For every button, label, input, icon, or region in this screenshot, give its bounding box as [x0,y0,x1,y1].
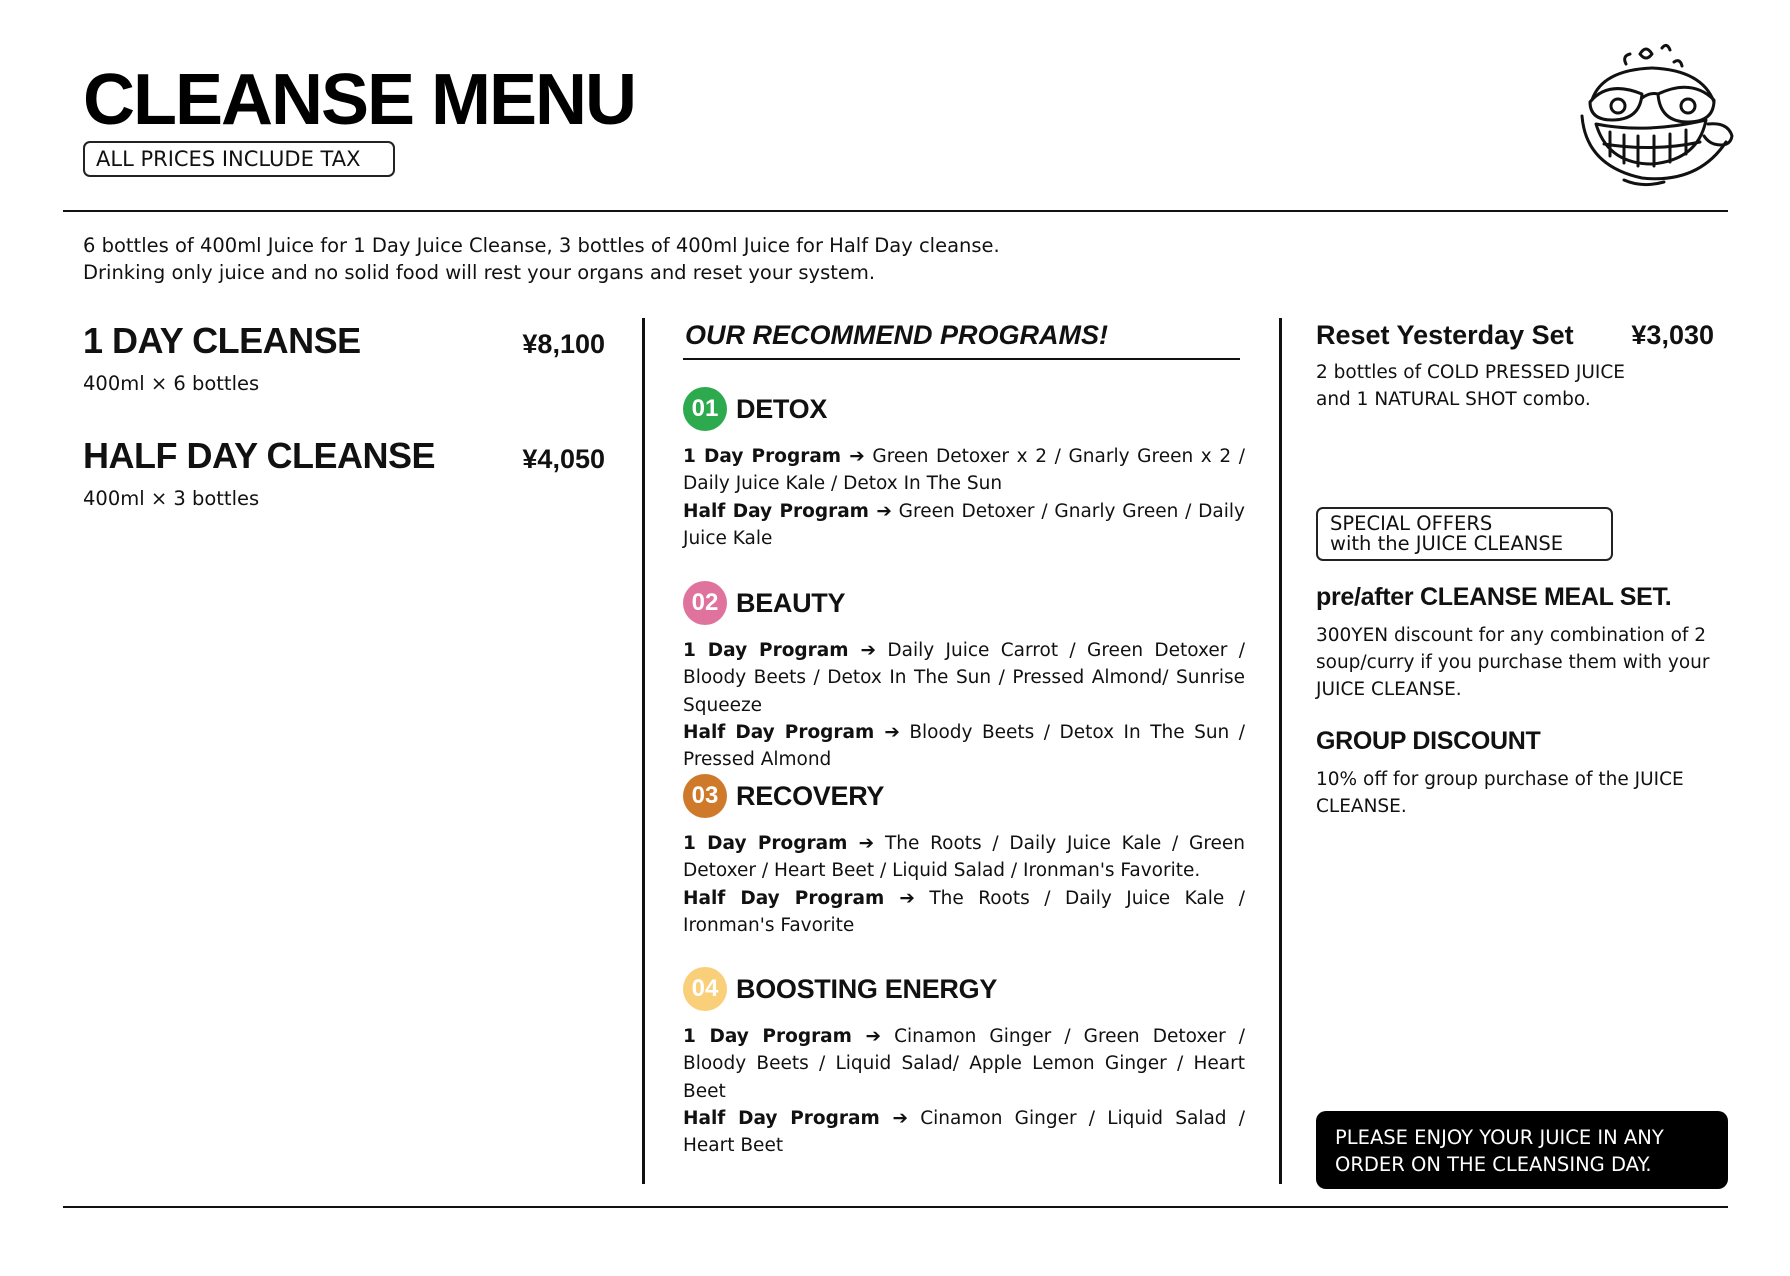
one-day-program [683,637,1245,719]
column-divider-left [642,318,645,1184]
half-day-label: Half Day Program ➔ [683,887,915,909]
bottom-divider [63,1206,1728,1208]
one-day-label: 1 Day Program ➔ [683,640,876,661]
half-day-label: Half Day Program ➔ [683,500,892,522]
one-day-label: 1 Day Program ➔ [683,833,875,854]
half-day-juices: Cinamon Ginger / Liquid Salad / Heart Beet [683,1107,1245,1157]
program-boosting-energy [683,967,1245,1159]
cleanse-price: ¥4,050 [522,444,605,474]
program-beauty [683,581,1245,773]
one-day-label: 1 Day Program ➔ [683,446,865,467]
reset-set-description [1316,359,1714,413]
reset-desc-line-1: 2 bottles of COLD PRESSED JUICE [1316,362,1625,383]
program-name: BOOSTING ENERGY [736,973,998,1004]
page-title: CLEANSE MENU [83,60,636,140]
one-day-juices: Green Detoxer x 2 / Gnarly Green x 2 / Daily Juice Kale / Detox In The Sun [683,446,1245,495]
special-offers-line-2: with the JUICE CLEANSE [1330,532,1564,555]
cleanse-price: ¥8,100 [522,329,605,359]
special-offers-line-1: SPECIAL OFFERS [1330,512,1493,535]
cleanse-detail: 400ml × 3 bottles [83,487,260,510]
one-day-program [683,1023,1245,1105]
program-number-badge: 02 [683,581,727,625]
one-day-juices: Daily Juice Carrot / Green Detoxer / Bloody Beets / Detox In The Sun / Pressed Almond/ Sunrise Squeeze [683,640,1245,716]
special-offers-badge [1316,507,1613,561]
enjoy-notice: PLEASE ENJOY YOUR JUICE IN ANY ORDER ON THE CLEANSING DAY. [1316,1111,1728,1189]
group-discount-offer [1316,727,1726,820]
half-day-label: Half Day Program ➔ [683,1107,909,1129]
half-day-juices: Bloody Beets / Detox In The Sun / Pressed Almond [683,721,1245,771]
reset-set-price: ¥3,030 [1631,320,1714,350]
cleanse-name: HALF DAY CLEANSE [83,435,436,476]
meal-set-description: 300YEN discount for any combination of 2 soup/curry if you purchase them with your JUICE CLEANSE. [1316,625,1710,700]
intro-line-1: 6 bottles of 400ml Juice for 1 Day Juice Cleanse, 3 bottles of 400ml Juice for Half Day cleanse. [83,234,1000,257]
one-day-juices: The Roots / Daily Juice Kale / Green Detoxer / Heart Beet / Liquid Salad / Ironman's Favorite. [683,833,1246,882]
half-day-program [683,719,1245,774]
one-day-program [683,443,1245,498]
top-divider [63,210,1728,212]
half-day-program [683,885,1245,940]
half-day-juices: The Roots / Daily Juice Kale / Ironman's Favorite [683,887,1245,936]
half-day-label: Half Day Program ➔ [683,721,900,743]
meal-set-offer [1316,583,1726,703]
column-divider-right [1279,318,1282,1184]
one-day-cleanse [83,320,605,395]
intro-text [83,232,1000,286]
program-name: BEAUTY [736,587,846,618]
program-number-badge: 03 [683,774,727,818]
reset-desc-line-2: and 1 NATURAL SHOT combo. [1316,389,1591,410]
program-name: RECOVERY [736,780,885,811]
half-day-program [683,1105,1245,1160]
program-name: DETOX [736,393,828,424]
reset-yesterday-set [1316,320,1714,413]
program-detox [683,387,1245,552]
reset-set-name: Reset Yesterday Set [1316,320,1574,350]
one-day-program [683,830,1245,885]
one-day-label: 1 Day Program ➔ [683,1026,882,1047]
program-recovery [683,774,1245,939]
program-number-badge: 01 [683,387,727,431]
half-day-cleanse [83,435,605,510]
recommend-programs-title: OUR RECOMMEND PROGRAMS! [683,320,1240,360]
program-number-badge: 04 [683,967,727,1011]
cleanse-detail: 400ml × 6 bottles [83,372,260,395]
intro-line-2: Drinking only juice and no solid food will rest your organs and reset your system. [83,261,876,284]
meal-set-title: pre/after CLEANSE MEAL SET. [1316,583,1672,611]
half-day-program [683,498,1245,553]
half-day-juices: Green Detoxer / Gnarly Green / Daily Juice Kale [683,500,1245,549]
tax-note-badge: ALL PRICES INCLUDE TAX [83,141,395,177]
sunshine-juice-logo-icon [1570,40,1735,190]
group-discount-title: GROUP DISCOUNT [1316,727,1541,755]
group-discount-description: 10% off for group purchase of the JUICE CLEANSE. [1316,769,1684,817]
one-day-juices: Cinamon Ginger / Green Detoxer / Bloody Beets / Liquid Salad/ Apple Lemon Ginger / Heart Beet [683,1026,1245,1102]
cleanse-name: 1 DAY CLEANSE [83,320,361,361]
